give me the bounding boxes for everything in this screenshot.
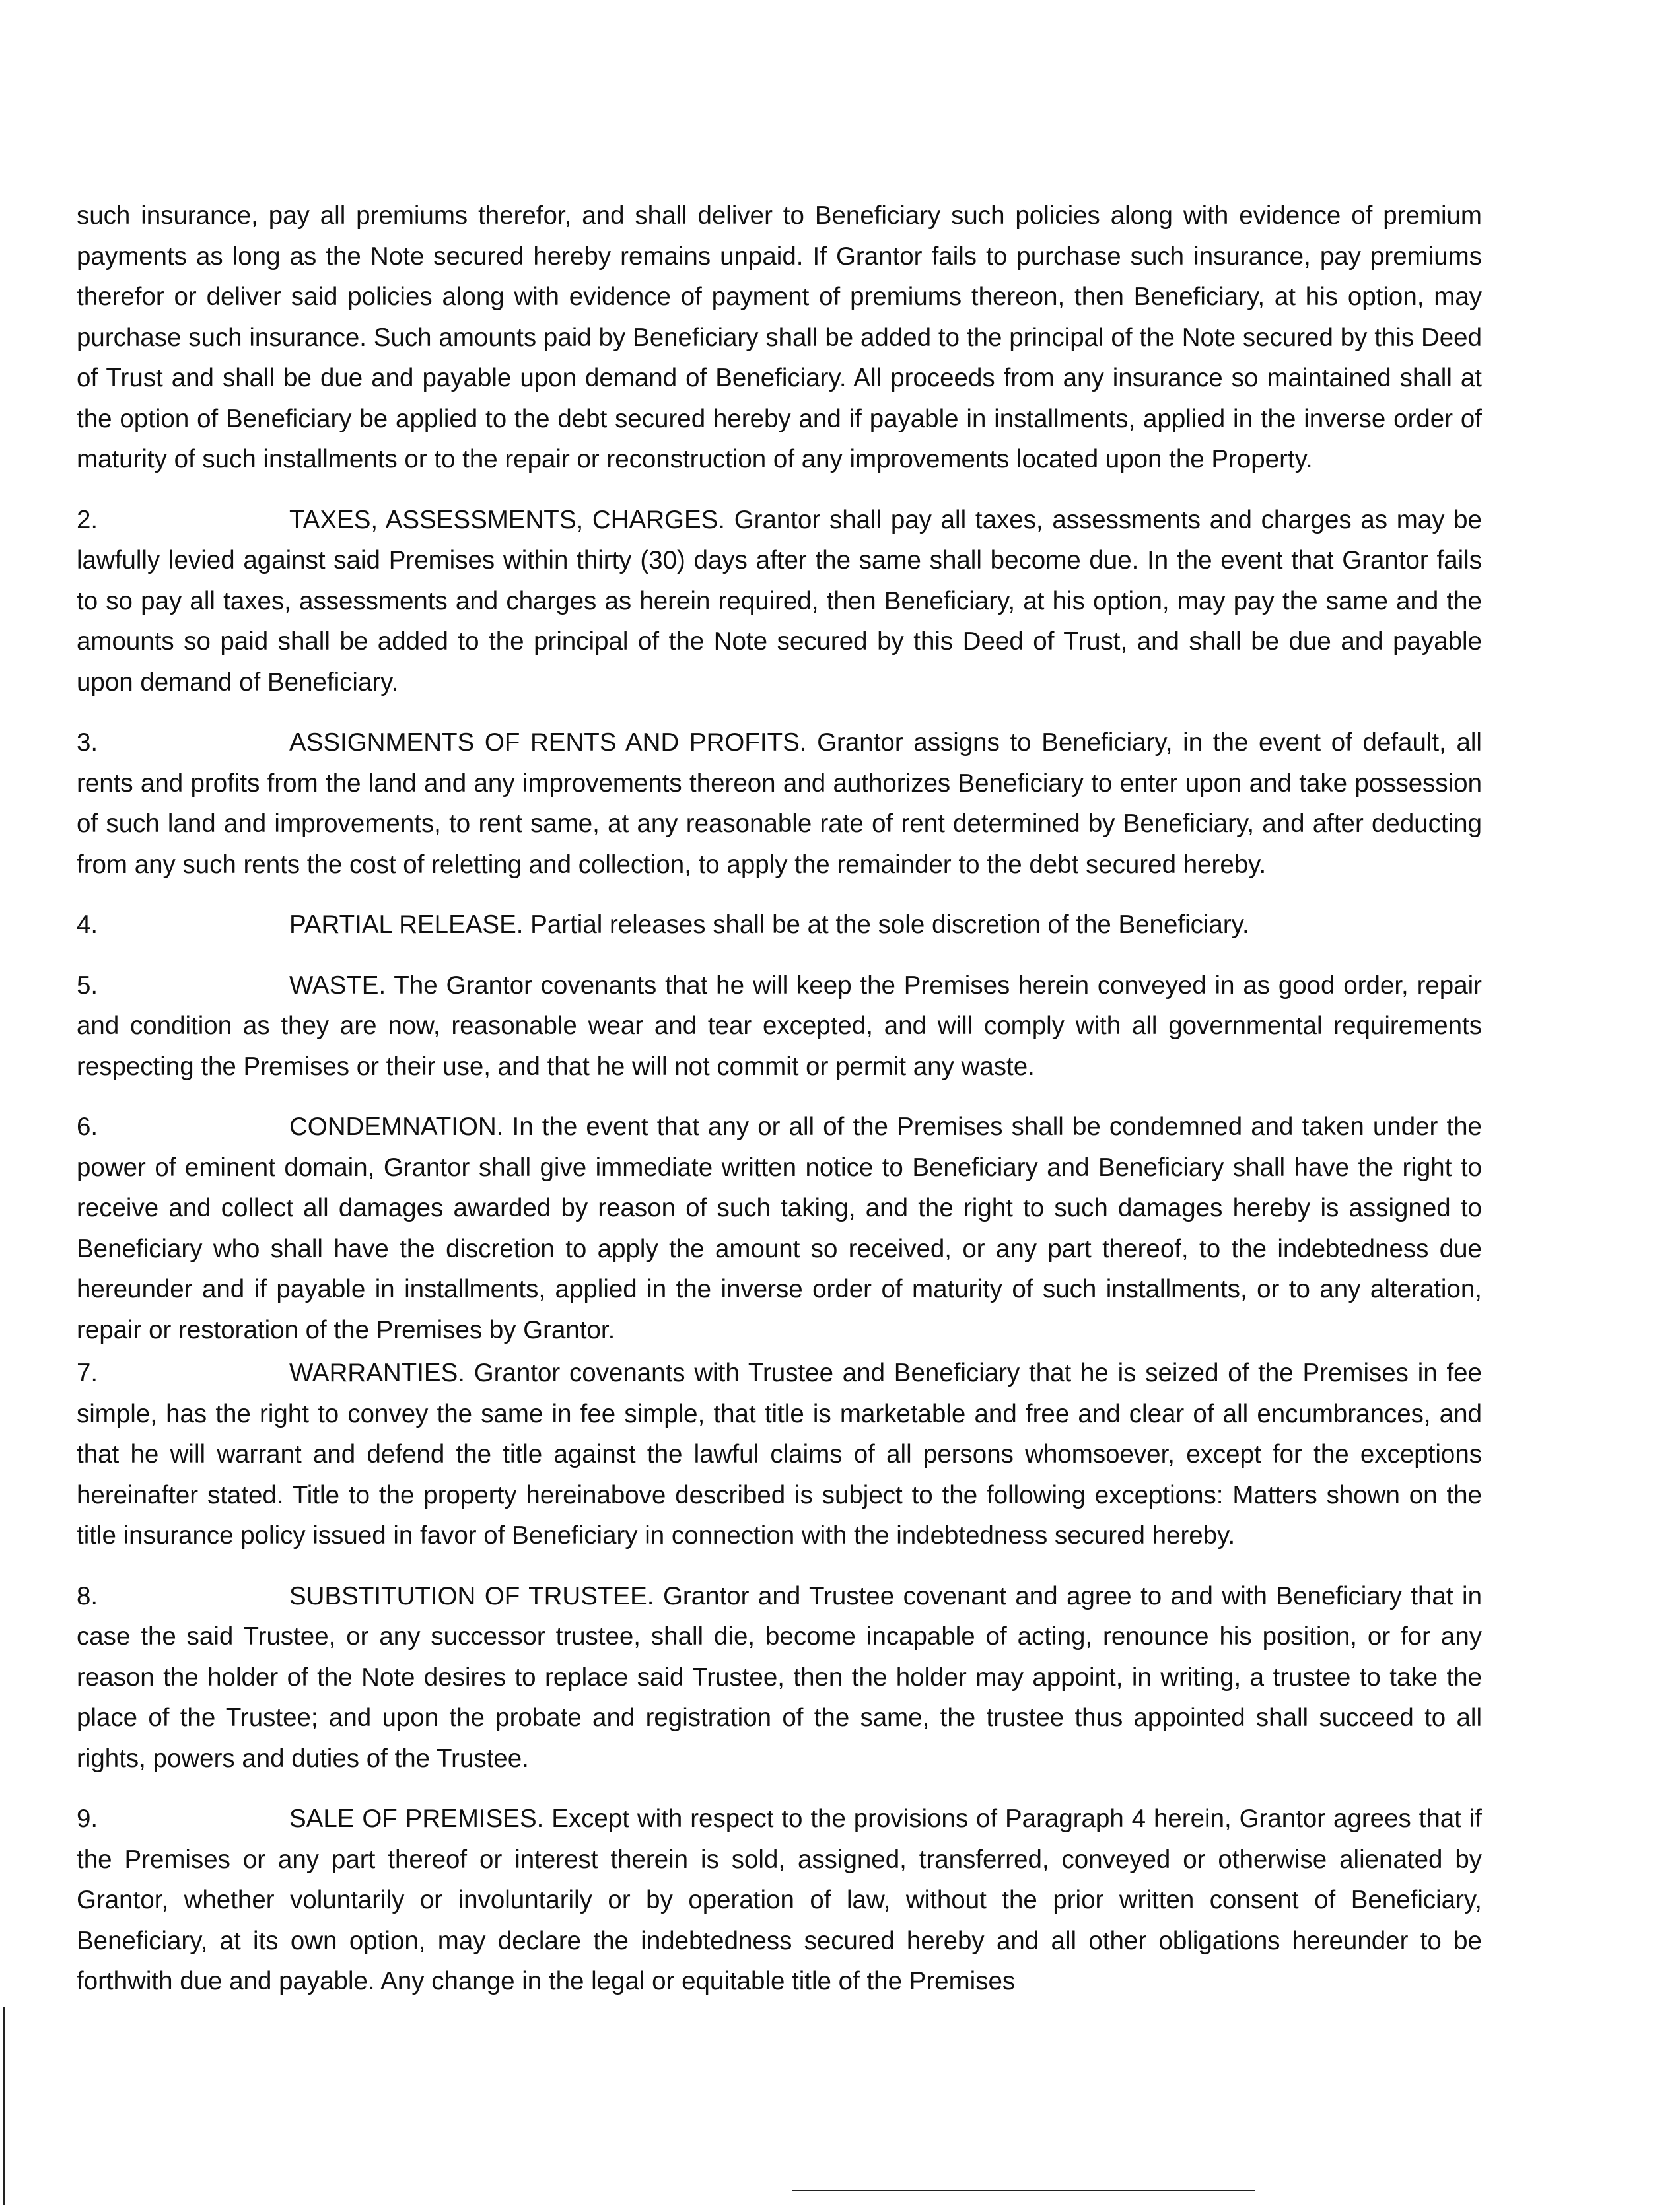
section-text: WASTE. The Grantor covenants that he will keep the Premises herein conveyed in as good order, repair and condition as they are now, reasonable wear and tear excepted, and will comply with all governmental requirements respecting the Premises or their use, and that he will not commit or permit any waste. — [77, 971, 1482, 1081]
section-4 — [77, 905, 1482, 946]
section-text: SUBSTITUTION OF TRUSTEE. Grantor and Trustee covenant and agree to and with Beneficiary that in case the said Trustee, or any successor trustee, shall die, become incapable of acting, renounce his position, or for any reason the holder of the Note desires to replace said Trustee, then the holder may appoint, in writing, a trustee to take the place of the Trustee; and upon the probate and registration of the same, the trustee thus appointed shall succeed to all rights, powers and duties of the Trustee. — [77, 1581, 1482, 1773]
section-number: 6. — [77, 1113, 98, 1141]
section-text: WARRANTIES. Grantor covenants with Trustee and Beneficiary that he is seized of the Premises in fee simple, has the right to convey the same in fee simple, that title is marketable and free and clear of all encumbrances, and that he will warrant and defend the title against the lawful claims of all persons whomsoever, except for the exceptions hereinafter stated. Title to the property hereinabove described is subject to the following exceptions: Matters shown on the title insurance policy issued in favor of Beneficiary in connection with the indebtedness secured hereby. — [77, 1359, 1482, 1550]
intro-paragraph: such insurance, pay all premiums therefor, and shall deliver to Beneficiary such policies along with evidence of premium payments as long as the Note secured hereby remains unpaid. If Grantor fails to purchase such insurance, pay premiums therefor or deliver said policies along with evidence of payment of premiums thereon, then Beneficiary, at his option, may purchase such insurance. Such amounts paid by Beneficiary shall be added to the principal of the Note secured by this Deed of Trust and shall be due and payable upon demand of Beneficiary. All proceeds from any insurance so maintained shall at the option of Beneficiary be applied to the debt secured hereby and if payable in installments, applied in the inverse order of maturity of such installments or to the repair or reconstruction of any improvements located upon the Property. — [77, 201, 1482, 473]
section-number: 2. — [77, 505, 98, 534]
section-9 — [77, 1799, 1482, 2002]
section-number: 3. — [77, 728, 98, 757]
section-3 — [77, 722, 1482, 885]
section-6 — [77, 1107, 1482, 1350]
document-page — [77, 195, 1482, 2022]
section-5 — [77, 965, 1482, 1087]
section-text: PARTIAL RELEASE. Partial releases shall be at the sole discretion of the Beneficiary. — [289, 911, 1249, 939]
scan-bottom-rule — [792, 2190, 1255, 2191]
section-number: 9. — [77, 1805, 98, 1833]
section-text: ASSIGNMENTS OF RENTS AND PROFITS. Grantor assigns to Beneficiary, in the event of default, all rents and profits from the land and any improvements thereon and authorizes Beneficiary to enter upon and take possession of such land and improvements, to rent same, at any reasonable rate of rent determined by Beneficiary, and after deducting from any such rents the cost of reletting and collection, to apply the remainder to the debt secured hereby. — [77, 728, 1482, 879]
section-text: CONDEMNATION. In the event that any or all of the Premises shall be condemned and taken under the power of eminent domain, Grantor shall give immediate written notice to Beneficiary and Beneficiary shall have the right to receive and collect all damages awarded by reason of such taking, and the right to such damages hereby is assigned to Beneficiary who shall have the discretion to apply the amount so received, or any part thereof, to the indebtedness due hereunder and if payable in installments, applied in the inverse order of maturity of such installments, or to any alteration, repair or restoration of the Premises by Grantor. — [77, 1113, 1482, 1344]
section-number: 5. — [77, 971, 98, 1000]
section-text: SALE OF PREMISES. Except with respect to the provisions of Paragraph 4 herein, Grantor agrees that if the Premises or any part thereof or interest therein is sold, assigned, transferred, conveyed or otherwise alienated by Grantor, whether voluntarily or involuntarily or by operation of law, without the prior written consent of Beneficiary, Beneficiary, at its own option, may declare the indebtedness secured hereby and all other obligations hereunder to be forthwith due and payable. Any change in the legal or equitable title of the Premises — [77, 1805, 1482, 1995]
section-7 — [77, 1353, 1482, 1556]
scan-edge-mark — [3, 2007, 5, 2205]
section-text: TAXES, ASSESSMENTS, CHARGES. Grantor shall pay all taxes, assessments and charges as may be lawfully levied against said Premises within thirty (30) days after the same shall become due. In the event that Grantor fails to so pay all taxes, assessments and charges as herein required, then Beneficiary, at his option, may pay the same and the amounts so paid shall be added to the principal of the Note secured by this Deed of Trust, and shall be due and payable upon demand of Beneficiary. — [77, 505, 1482, 697]
section-8 — [77, 1576, 1482, 1779]
section-number: 7. — [77, 1359, 98, 1387]
section-2 — [77, 500, 1482, 703]
section-number: 4. — [77, 911, 98, 939]
section-number: 8. — [77, 1581, 98, 1610]
